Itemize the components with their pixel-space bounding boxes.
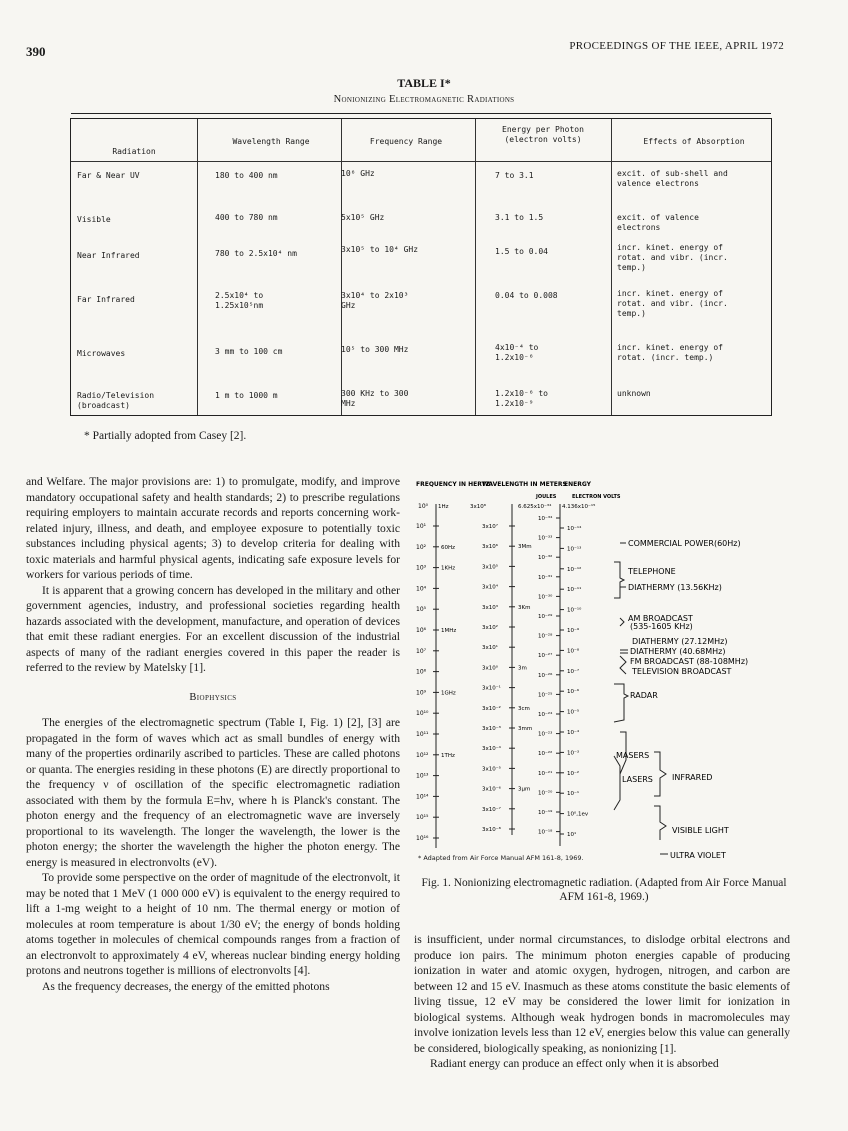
joule-tick-label: 10⁻³⁴ xyxy=(538,516,553,522)
lasers-brace xyxy=(614,756,620,810)
joule-tick-label: 10⁻²⁹ xyxy=(538,614,553,620)
data-table xyxy=(70,118,772,416)
freq-tick-label: 10⁶ xyxy=(416,627,427,634)
table-cell: Near Infrared xyxy=(77,251,140,260)
freq-tick-label: 10² xyxy=(416,543,427,551)
freq-tick-label: 10⁴ xyxy=(416,585,427,593)
ev-tick-label: 10⁻¹² xyxy=(567,566,582,573)
joule-tick-label: 10⁻¹⁹ xyxy=(538,810,553,816)
freq-tick-label: 10⁷ xyxy=(416,647,427,655)
paragraph: As the frequency decreases, the energy of the emitted photons xyxy=(42,979,330,993)
joule-ticks xyxy=(538,515,560,836)
top-joules: 6.625x10⁻³⁴ xyxy=(518,504,552,510)
wave-unit-label: 3μm xyxy=(518,786,531,793)
table-cell: incr. kinet. energy of rotat. and vibr. (incr. temp.) xyxy=(617,289,728,318)
joules-header: JOULES xyxy=(536,494,557,500)
wave-tick-label: 3x10⁰ xyxy=(482,665,498,672)
joule-tick-label: 10⁻²⁴ xyxy=(538,712,553,718)
wave-header: WAVELENGTH IN METERS xyxy=(482,481,567,488)
band-uv: ULTRA VIOLET xyxy=(670,851,726,860)
wave-ticks xyxy=(482,523,532,833)
am-marker xyxy=(620,618,624,626)
table-cell: Microwaves xyxy=(77,349,126,358)
visible-brace xyxy=(654,806,666,840)
table-cell: 3x10⁵ to 10⁴ GHz xyxy=(341,245,419,254)
ev-tick-label: 10⁻⁹ xyxy=(567,628,580,634)
paragraph: and Welfare. The major provisions are: 1) to promulgate, modify, and improve mandatory occupational safety and health standards; 2) to prescribe regulations requiring employers to maintain accurate records and reports concerning work-related injury, illness, and death, and employee exposure to potentially toxic substances including physical agents; 3) to develop criteria for dealing with toxic materials and harmful physical agents, indicating safe exposure levels for workers for various periods of time. xyxy=(26,475,400,581)
band-tv: TELEVISION BROADCAST xyxy=(632,667,732,676)
table-cell: 0.04 to 0.008 xyxy=(495,291,558,300)
table-footnote: * Partially adopted from Casey [2]. xyxy=(84,430,247,442)
joule-tick-label: 10⁻²⁵ xyxy=(538,692,553,699)
wave-tick-label: 3x10⁻¹ xyxy=(482,685,501,692)
band-visible: VISIBLE LIGHT xyxy=(672,826,729,835)
wave-tick-label: 3x10² xyxy=(482,625,498,631)
ev-tick-label: 10⁻² xyxy=(567,770,580,777)
table-cell: Far & Near UV xyxy=(77,171,140,180)
freq-tick-label: 10¹ xyxy=(416,523,427,530)
joule-tick-label: 10⁻²² xyxy=(538,751,553,758)
column-header: Wavelength Range xyxy=(232,137,310,146)
freq-unit-label: 1GHz xyxy=(441,690,456,697)
table-cell: 3x10⁴ to 2x10³ GHz xyxy=(341,291,409,310)
fm-tv-brace xyxy=(620,656,626,674)
ev-tick-label: 10⁻⁵ xyxy=(567,709,580,716)
column-divider xyxy=(611,119,612,415)
freq-tick-label: 10⁹ xyxy=(416,689,427,697)
ev-tick-label: 10⁻⁷ xyxy=(567,668,580,675)
freq-unit-label: 1KHz xyxy=(441,565,456,572)
joule-tick-label: 10⁻²⁰ xyxy=(538,790,553,797)
ev-tick-label: 10⁻¹⁰ xyxy=(567,607,582,614)
band-masers: MASERS xyxy=(616,751,650,760)
paragraph: The energies of the electromagnetic spectrum (Table I, Fig. 1) [2], [3] are propagated in the form of waves which act as small bundles of energy with many of the properties ordinarily ascribed to particles. These are called photons or quanta. The energies residing in these photons (E) are directly proportional to the frequency ν of oscillation of the specific electromagnetic radiation associated with them by the formula E=hν, where h is Planck's constant. The photon energy and the frequency of an electromagnetic wave are inversely proportional to its wavelength. The longer the wavelength, the lower is the photon energy; the shorter the wavelength the higher the photon energy. The energy is measured in electronvolts (eV). xyxy=(26,716,400,869)
wave-unit-label: 3cm xyxy=(518,705,530,712)
freq-header: FREQUENCY IN HERTZ xyxy=(416,481,491,488)
band-radar: RADAR xyxy=(630,691,658,700)
freq-tick-label: 10⁸ xyxy=(416,668,427,676)
right-text-column xyxy=(414,932,790,1072)
table-cell: 4x10⁻⁴ to 1.2x10⁻⁶ xyxy=(495,343,539,362)
wave-tick-label: 3x10⁻⁶ xyxy=(482,786,501,793)
freq-unit-label: 1MHz xyxy=(441,628,457,634)
band-diathermy-2: DIATHERMY (27.12MHz) xyxy=(632,637,728,646)
table-cell: incr. kinet. energy of rotat. (incr. temp.) xyxy=(617,343,723,362)
freq-unit-label: 1THz xyxy=(441,752,455,759)
wave-unit-label: 3Mm xyxy=(518,544,532,551)
wave-tick-label: 3x10⁻⁴ xyxy=(482,746,501,753)
top-freq: 10⁰ xyxy=(418,503,429,510)
freq-tick-label: 10¹⁴ xyxy=(416,793,429,801)
top-ev: 4.136x10⁻¹⁵ xyxy=(562,504,596,510)
band-am: AM BROADCAST xyxy=(628,614,693,623)
joule-tick-label: 10⁻³³ xyxy=(538,535,553,542)
paragraph: It is apparent that a growing concern has developed in the military and other government agencies, industry, and professional societies regarding health hazards associated with the development, manufacture, and operation of devices that emit these radiant energies. For an excellent discussion of the industrial aspects of many of the radiant energies covered in this paper the reader is referred to the review by Matelsky [1]. xyxy=(26,583,400,674)
section-heading: Biophysics xyxy=(189,691,237,703)
wave-tick-label: 3x10⁷ xyxy=(482,524,498,530)
ev-tick-label: 10⁻⁶ xyxy=(567,689,580,696)
wave-unit-label: 3m xyxy=(518,665,527,672)
wave-tick-label: 3x10⁻⁸ xyxy=(482,827,501,833)
wave-tick-label: 3x10⁻³ xyxy=(482,726,501,732)
left-text-column xyxy=(26,474,400,994)
infrared-brace xyxy=(654,752,666,796)
band-lasers: LASERS xyxy=(622,775,653,784)
ev-header: ELECTRON VOLTS xyxy=(572,494,621,500)
table-cell: 10⁵ to 300 MHz xyxy=(341,345,409,354)
ev-tick-label: 10⁻³ xyxy=(567,750,580,757)
table-cell: unknown xyxy=(617,389,651,398)
freq-unit-label: 60Hz xyxy=(441,544,456,551)
table-cell: 180 to 400 nm xyxy=(215,171,278,180)
column-header: Effects of Absorption xyxy=(643,137,745,146)
table-top-rule xyxy=(71,113,771,114)
table-cell: excit. of valence electrons xyxy=(617,213,699,232)
table-subtitle: Nonionizing Electromagnetic Radiations xyxy=(333,94,515,105)
wave-tick-label: 3x10¹ xyxy=(482,645,498,652)
joule-tick-label: 10⁻²⁶ xyxy=(538,672,553,679)
page-number: 390 xyxy=(26,44,46,59)
freq-tick-label: 10³ xyxy=(416,564,427,572)
table-cell: Visible xyxy=(77,215,111,224)
ev-tick-label: 10⁻¹ xyxy=(567,791,580,798)
top-freq-label: 1Hz xyxy=(438,504,449,510)
table-title: TABLE I* xyxy=(397,76,451,90)
table-cell: 1.2x10⁻⁶ to 1.2x10⁻⁹ xyxy=(495,389,548,408)
joule-tick-label: 10⁻³⁰ xyxy=(538,594,553,601)
top-wave: 3x10⁸ xyxy=(470,504,486,510)
column-header: Radiation xyxy=(112,147,156,156)
table-cell: Radio/Television (broadcast) xyxy=(77,391,155,410)
wave-unit-label: 3mm xyxy=(518,726,533,732)
telephone-brace xyxy=(614,562,624,598)
ev-tick-label: 10¹ xyxy=(567,832,577,838)
table-cell: incr. kinet. energy of rotat. and vibr. (incr. temp.) xyxy=(617,243,728,272)
table-cell: 400 to 780 nm xyxy=(215,213,278,222)
table-cell: 7 to 3.1 xyxy=(495,171,534,180)
wave-tick-label: 3x10⁻² xyxy=(482,705,501,712)
figure-caption: Fig. 1. Nonionizing electromagnetic radiation. (Adapted from Air Force Manual AFM 161-8, 1969.) xyxy=(421,877,787,903)
band-commercial-power: COMMERCIAL POWER(60Hz) xyxy=(628,539,741,548)
table-cell: 3.1 to 1.5 xyxy=(495,213,544,222)
joule-tick-label: 10⁻²⁸ xyxy=(538,633,553,640)
wave-tick-label: 3x10⁴ xyxy=(482,584,498,591)
band-diathermy-1: DIATHERMY (13.56KHz) xyxy=(628,583,722,592)
table-cell: 5x10⁵ GHz xyxy=(341,213,385,222)
paragraph: is insufficient, under normal circumstances, to dislodge orbital electrons and produce ion pairs. The minimum photon energies capable of producing ionization in water and atomic oxygen, hydrogen, nitrogen, and carbon are between 12 and 15 eV. Inasmuch as these atoms constitute the basic elements of living tissue, 12 eV may be considered the lower limit for ionization in biological systems. Although weak hydrogen bonds in macromolecules may involve ionization levels less than 12 eV, energies below this value can generally be considered, biologically speaking, as nonionizing [1]. xyxy=(414,933,790,1055)
table-cell: 3 mm to 100 cm xyxy=(215,347,283,356)
joule-tick-label: 10⁻²³ xyxy=(538,731,553,738)
ev-tick-label: 10⁰,1ev xyxy=(567,811,589,818)
joule-tick-label: 10⁻¹⁸ xyxy=(538,829,553,836)
column-divider xyxy=(341,119,342,415)
table-cell: 1 m to 1000 m xyxy=(215,391,278,400)
freq-tick-label: 10¹⁰ xyxy=(416,710,429,718)
joule-tick-label: 10⁻²¹ xyxy=(538,770,553,777)
table-cell: 1.5 to 0.04 xyxy=(495,247,548,256)
band-diathermy-3: DIATHERMY (40.68MHz) xyxy=(630,647,726,656)
radar-brace xyxy=(614,684,628,722)
wave-tick-label: 3x10⁵ xyxy=(482,564,498,571)
wave-tick-label: 3x10³ xyxy=(482,604,498,611)
column-divider xyxy=(475,119,476,415)
wave-tick-label: 3x10⁻⁵ xyxy=(482,766,501,773)
paragraph: To provide some perspective on the order of magnitude of the electronvolt, it may be noted that 1 MeV (1 000 000 eV) is equivalent to the energy required to lift a 1-mg weight to a height of 10 nm. The thermal energy or motion of molecules at room temperature is about 1/30 eV; the energy of bonds holding atoms together in molecules of chemical compounds ranges from a fraction of an electronvolt to approximately 4 eV, whereas nuclear binding energy holding protons and neutrons together is millions of electronvolts [4]. xyxy=(26,871,400,977)
table-cell: 10⁶ GHz xyxy=(341,169,375,178)
table-cell: Far Infrared xyxy=(77,295,135,304)
wave-tick-label: 3x10⁶ xyxy=(482,544,498,551)
band-am-range: (535-1605 KHz) xyxy=(630,622,693,631)
band-telephone: TELEPHONE xyxy=(628,567,676,576)
band-infrared: INFRARED xyxy=(672,773,713,782)
table-cell: 2.5x10⁴ to 1.25x10⁵nm xyxy=(215,291,264,310)
freq-tick-label: 10¹⁶ xyxy=(416,835,429,842)
column-header: Frequency Range xyxy=(369,137,443,146)
wave-unit-label: 3Km xyxy=(518,604,531,611)
table-cell: excit. of sub-shell and valence electrons xyxy=(617,169,728,188)
freq-tick-label: 10⁵ xyxy=(416,606,427,614)
joule-tick-label: 10⁻³¹ xyxy=(538,574,553,581)
freq-tick-label: 10¹⁵ xyxy=(416,814,429,822)
freq-tick-label: 10¹³ xyxy=(416,772,429,780)
freq-tick-label: 10¹² xyxy=(416,751,429,759)
figure-note: * Adapted from Air Force Manual AFM 161-8, 1969. xyxy=(418,854,584,862)
ev-tick-label: 10⁻¹³ xyxy=(567,546,582,553)
freq-tick-label: 10¹¹ xyxy=(416,731,429,738)
spectrum-figure xyxy=(414,470,794,870)
column-header: Energy per Photon (electron volts) xyxy=(502,125,584,144)
column-divider xyxy=(197,119,198,415)
table-cell: 300 KHz to 300 MHz xyxy=(341,389,409,408)
energy-header: ENERGY xyxy=(564,481,591,488)
paragraph: Radiant energy can produce an effect only when it is absorbed xyxy=(430,1057,719,1070)
running-head: PROCEEDINGS OF THE IEEE, APRIL 1972 xyxy=(569,40,784,52)
header-divider xyxy=(71,161,771,162)
joule-tick-label: 10⁻³² xyxy=(538,555,553,562)
ev-tick-label: 10⁻⁴ xyxy=(567,730,580,736)
ev-tick-label: 10⁻¹⁴ xyxy=(567,526,582,532)
joule-tick-label: 10⁻²⁷ xyxy=(538,653,553,660)
wave-tick-label: 3x10⁻⁷ xyxy=(482,806,501,813)
ev-ticks xyxy=(560,525,589,838)
table-cell: 780 to 2.5x10⁴ nm xyxy=(215,249,297,258)
ev-tick-label: 10⁻¹¹ xyxy=(567,587,582,594)
ev-tick-label: 10⁻⁸ xyxy=(567,648,580,655)
band-fm: FM BROADCAST (88-108MHz) xyxy=(630,657,749,666)
